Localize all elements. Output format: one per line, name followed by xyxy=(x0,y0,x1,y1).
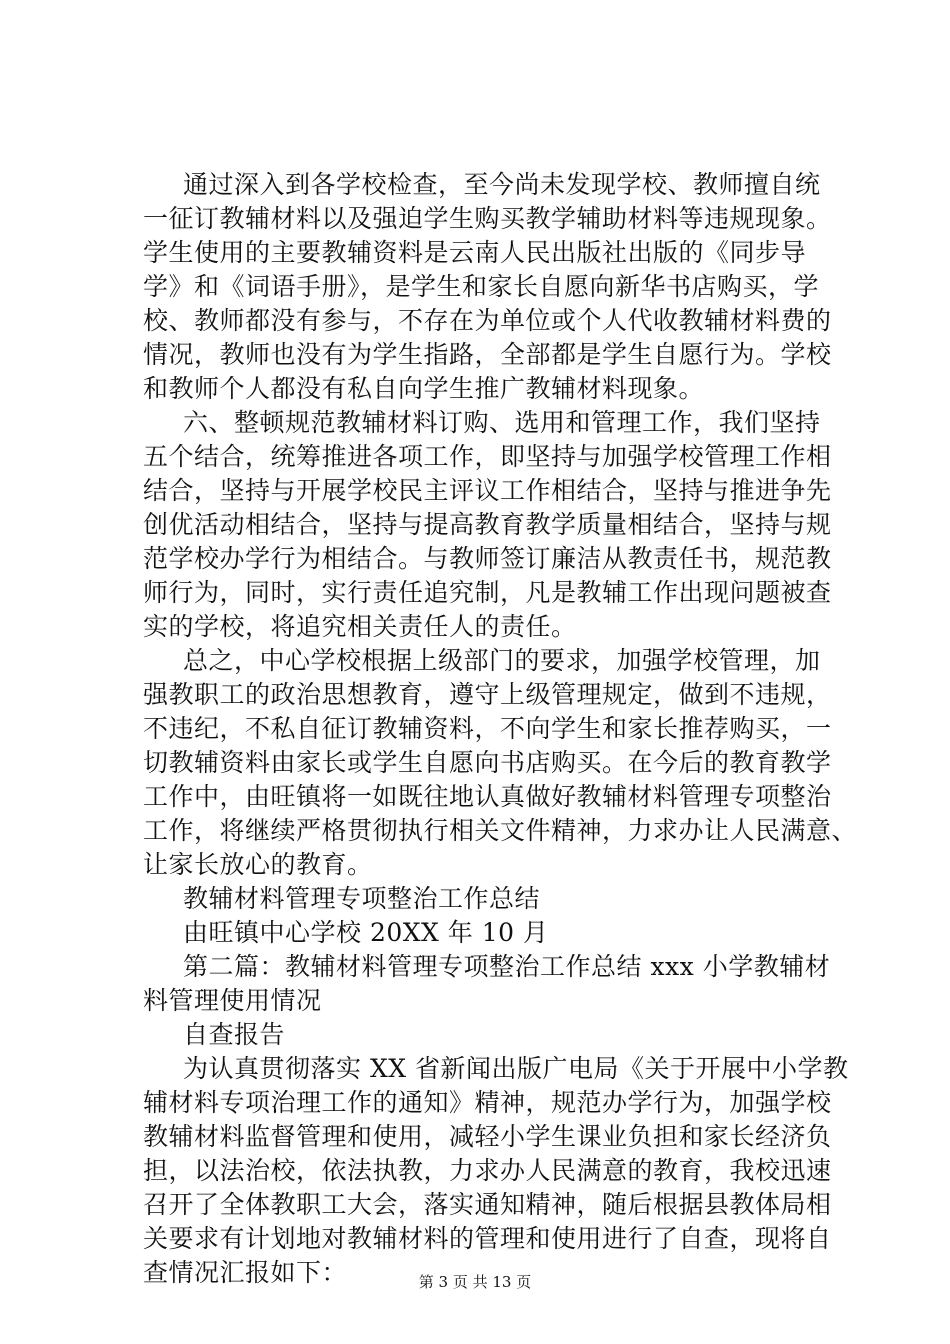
text-line: 结合，坚持与开展学校民主评议工作相结合，坚持与推进争先 xyxy=(143,476,832,505)
text-line: 让家长放心的教育。 xyxy=(143,850,373,879)
text-line: 辅材料专项治理工作的通知》精神，规范办学行为，加强学校 xyxy=(143,1088,832,1117)
text-line: 召开了全体教职工大会，落实通知精神，随后根据县教体局相 xyxy=(143,1190,832,1219)
text-line: 范学校办学行为相结合。与教师签订廉洁从教责任书，规范教 xyxy=(143,544,832,573)
text-line: 工作中，由旺镇将一如既往地认真做好教辅材料管理专项整治 xyxy=(143,782,832,811)
text-line: 学生使用的主要教辅资料是云南人民出版社出版的《同步导 xyxy=(143,238,807,267)
text-line: 为认真贯彻落实 XX 省新闻出版广电局《关于开展中小学教 xyxy=(183,1054,849,1083)
text-line: 总之，中心学校根据上级部门的要求，加强学校管理，加 xyxy=(183,646,821,675)
text-line: 教辅材料管理专项整治工作总结 xyxy=(183,884,541,913)
text-line: 第二篇：教辅材料管理专项整治工作总结 xxx 小学教辅材 xyxy=(183,952,831,981)
text-line: 情况，教师也没有为学生指路，全部都是学生自愿行为。学校 xyxy=(143,340,832,369)
text-line: 实的学校，将追究相关责任人的责任。 xyxy=(143,612,577,641)
text-line: 创优活动相结合，坚持与提高教育教学质量相结合，坚持与规 xyxy=(143,510,832,539)
document-body xyxy=(143,168,858,1290)
text-line: 担，以法治校，依法执教，力求办人民满意的教育，我校迅速 xyxy=(143,1156,832,1185)
text-line: 由旺镇中心学校 20XX 年 10 月 xyxy=(183,918,549,947)
text-line: 料管理使用情况 xyxy=(143,986,322,1015)
text-line: 查情况汇报如下： xyxy=(143,1258,348,1287)
text-line: 教辅材料监督管理和使用，减轻小学生课业负担和家长经济负 xyxy=(143,1122,832,1151)
text-line: 强教职工的政治思想教育，遵守上级管理规定，做到不违规， xyxy=(143,680,832,709)
text-line: 工作，将继续严格贯彻执行相关文件精神，力求办让人民满意、 xyxy=(143,816,858,845)
page-number-footer: 第 3 页 共 13 页 xyxy=(418,1273,532,1291)
text-line: 通过深入到各学校检查，至今尚未发现学校、教师擅自统 xyxy=(183,170,821,199)
text-line: 六、整顿规范教辅材料订购、选用和管理工作，我们坚持 xyxy=(183,408,821,437)
text-line: 不违纪，不私自征订教辅资料，不向学生和家长推荐购买，一 xyxy=(143,714,832,743)
text-line: 关要求有计划地对教辅材料的管理和使用进行了自查，现将自 xyxy=(143,1224,832,1253)
text-line: 自查报告 xyxy=(183,1020,286,1049)
text-line: 切教辅资料由家长或学生自愿向书店购买。在今后的教育教学 xyxy=(143,748,832,777)
text-line: 学》和《词语手册》，是学生和家长自愿向新华书店购买，学 xyxy=(143,272,820,301)
text-line: 校、教师都没有参与，不存在为单位或个人代收教辅材料费的 xyxy=(143,306,832,335)
text-line: 和教师个人都没有私自向学生推广教辅材料现象。 xyxy=(143,374,705,403)
text-line: 师行为，同时，实行责任追究制，凡是教辅工作出现问题被查 xyxy=(143,578,832,607)
text-line: 五个结合，统筹推进各项工作，即坚持与加强学校管理工作相 xyxy=(143,442,832,471)
text-line: 一征订教辅材料以及强迫学生购买教学辅助材料等违规现象。 xyxy=(143,204,832,233)
